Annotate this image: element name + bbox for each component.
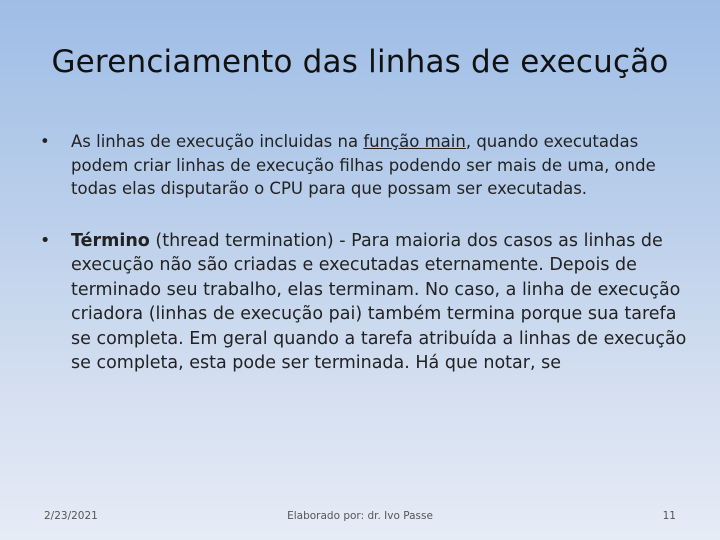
bullet-item-termination [40,229,690,376]
bullet-list [40,130,690,376]
bold-term: Término [71,230,150,251]
bullet-text: As linhas de execução incluidas na [71,132,364,151]
bullet-dot: • [40,230,51,251]
bullet-item-threads [40,130,690,201]
bullet-text-continued: , quando executadas podem criar linhas de execução filhas podendo ser mais de uma, onde todas elas disputarão o CPU para que possam ser executadas. [71,132,656,198]
footer-date: 2/23/2021 [44,510,98,522]
bullet-dot: • [40,132,50,151]
slide-title: Gerenciamento das linhas de execução [51,44,669,80]
footer-page-number: 11 [662,510,676,522]
underlined-term: função main [363,132,466,151]
bullet-text: (thread termination) - Para maioria dos casos as linhas de execução não são criadas e executadas eternamente. Depois de terminado seu trabalho, elas terminam. No caso, a linha de execução criadora (linhas de execução pai) também termina porque sua tarefa se completa. Em geral quando a tarefa atribuída a linhas de execução se completa, esta pode ser terminada. Há que notar, se [71,230,687,373]
footer-author: Elaborado por: dr. Ivo Passe [287,510,433,522]
